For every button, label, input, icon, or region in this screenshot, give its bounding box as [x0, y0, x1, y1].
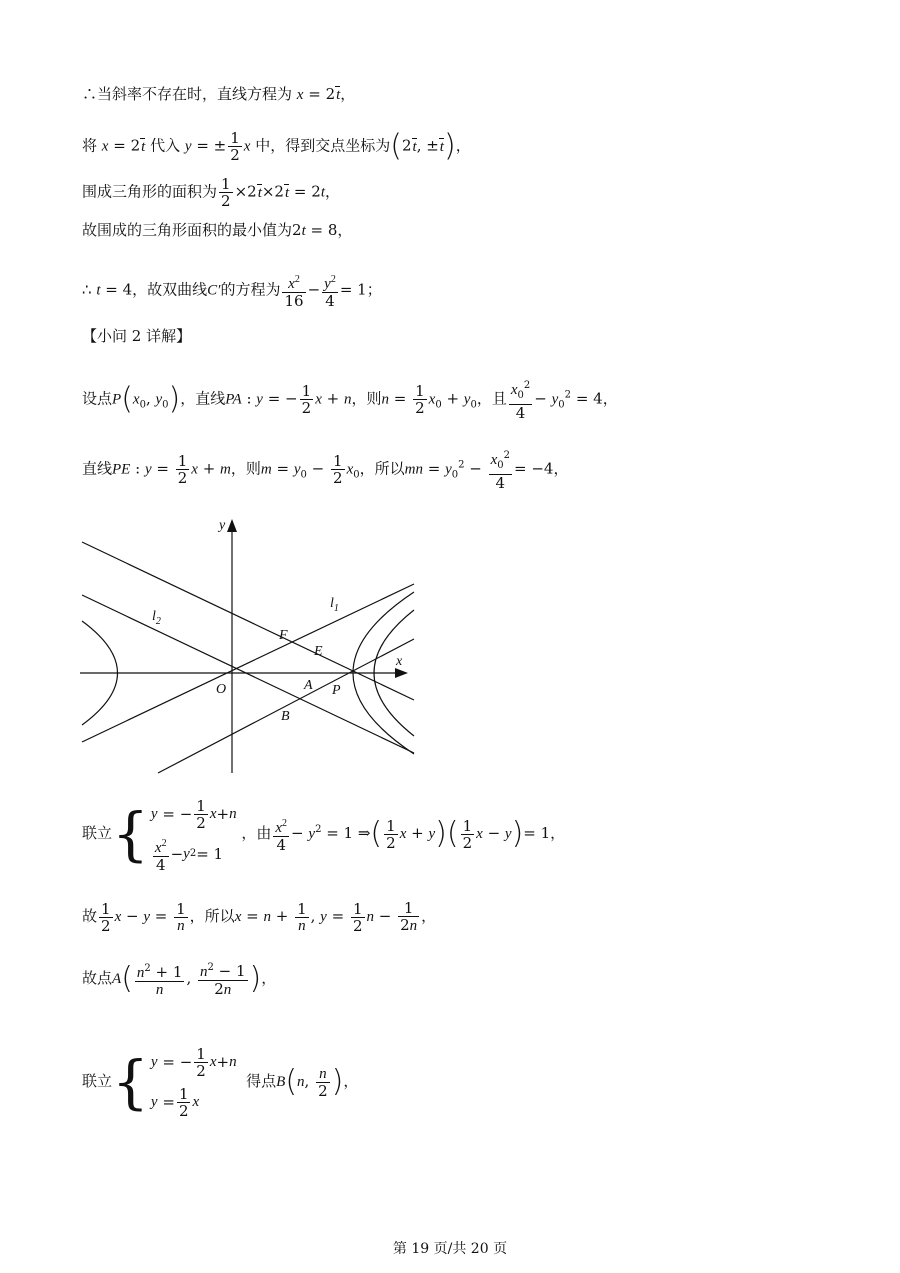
point-p-label: P — [332, 683, 341, 698]
text-span: 直线 — [82, 459, 113, 478]
text-span: 中，得到交点坐标为 — [255, 136, 391, 155]
y-axis-label: y — [219, 518, 226, 533]
text-line-7: 设点$P(x_0$, $y_0$)，直线PA : y = − $\frac{1}{2}$ x + n，则n = $\frac{1}{2}$ $x_0 + y_0$，且 $\frac{x_0^2}{4}$ − $y_0^2 = 4$， — [82, 380, 618, 422]
text-line-1: ∴当斜率不存在时，直线方程为 x = 2t， — [82, 85, 356, 103]
asymptote-positive — [82, 584, 414, 742]
text-span: 围成三角形的面积为 — [82, 182, 218, 201]
text-span: 联立 — [82, 1072, 113, 1090]
point-f-label: F — [279, 628, 288, 643]
line-pa — [82, 542, 414, 700]
text-span: ，所以 — [189, 907, 235, 925]
page-footer: 第 19 页/共 20 页 — [392, 1241, 508, 1257]
text-line-8: 直线PE : y = $\frac{1}{2}$ x + m，则$m = y_0$ − $\frac{1}{2}$ $x_0$，所以mn = $y_0^2$ − $\frac{x_0^2}{4}$ = −4， — [82, 450, 569, 492]
text-line-10: 故 $\frac{1}{2}$ x − y = $\frac{1}{n}$ ，所以x = n + $\frac{1}{n}$ , y = $\frac{1}{2}$ n − $\frac{1}{2n}$ ， — [82, 899, 437, 935]
text-span: ，则 — [351, 389, 382, 408]
text-span: ，故双曲线 — [132, 280, 208, 299]
point-e-label: E — [314, 644, 323, 659]
text-span: ，直线 — [180, 389, 226, 408]
text-line-12: 联立{ y = − $\frac{1}{2}$ x + n y = $\frac{1}{2}$ x 得点B(n, $\frac{n}{2}$ )， — [82, 1044, 359, 1120]
point-b-label: B — [281, 709, 290, 724]
x-axis-arrow — [395, 668, 408, 678]
text-span: ，则 — [230, 459, 261, 478]
text-line-3: 围成三角形的面积为 $\frac{1}{2}$ ×2t×2t = 2t， — [82, 175, 340, 210]
section-heading: 【小问 2 详解】 — [82, 327, 192, 345]
text-span: 得点 — [246, 1072, 277, 1090]
text-line-2: 将 x = 2t 代入 y = ± $\frac{1}{2}$ x 中，得到交点坐标为(2t, ±t)， — [82, 128, 471, 164]
text-line-5: ∴ t = 4，故双曲线C′的方程为 $\frac{x^2}{16}$ − $\frac{y^2}{4}$ = 1； — [82, 274, 382, 310]
text-span: 设点 — [82, 389, 113, 408]
text-span: 联立 — [82, 824, 113, 842]
text-line-11: 故点A( $\frac{n^2 + 1}{n}$ , $\frac{n^2 - 1}{2n}$ )， — [82, 961, 277, 998]
text-span: 故围成的三角形面积的最小值为 — [82, 221, 293, 239]
asymptote-negative — [82, 595, 414, 753]
l2-label: $l_2$ — [152, 609, 161, 627]
text-line-9: 联立{ y = − $\frac{1}{2}$ x + n $\frac{x^2}{4}$ − y 2 = 1 ，由 $\frac{x^2}{4}$ − $y^2 = 1$ ⇒( $\frac{1}{2}$ x + y)( $\frac{1}{2}$ x − y)= 1， — [82, 796, 566, 874]
hyperbola-figure — [78, 515, 418, 780]
text-span: ，由 — [241, 824, 272, 842]
text-line-4: 故围成的三角形面积的最小值为2t = 8， — [82, 221, 353, 239]
text-span: 故 — [82, 907, 98, 925]
l1-label: $l_1$ — [330, 596, 339, 614]
text-span: ，且 — [476, 389, 507, 408]
text-span: 代入 — [150, 136, 181, 155]
text-span: ∴当斜率不存在时，直线方程为 — [82, 85, 293, 103]
text-span: 的方程为 — [220, 280, 281, 299]
text-span: 将 — [82, 136, 98, 155]
point-a-label: A — [304, 678, 313, 693]
text-span: 故点 — [82, 969, 113, 987]
x-axis-label: x — [396, 654, 403, 669]
y-axis-arrow — [227, 519, 237, 532]
text-span: ，所以 — [359, 459, 405, 478]
origin-label: O — [216, 682, 227, 697]
